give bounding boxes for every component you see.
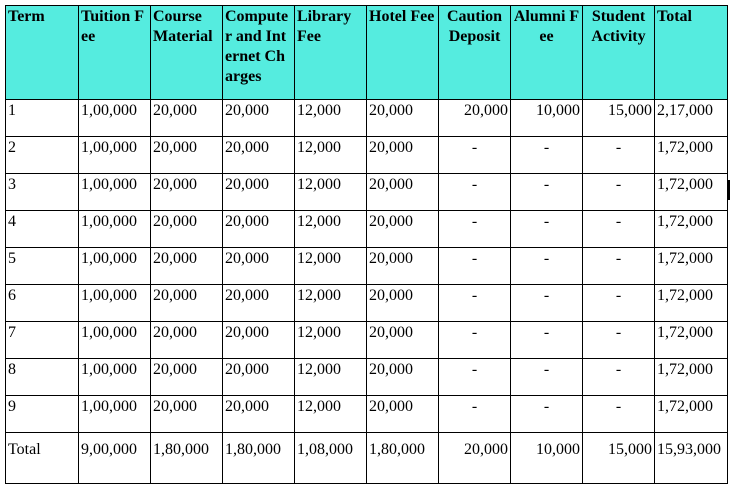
cell-library-fee: 12,000: [295, 322, 367, 359]
header-term: Term: [6, 6, 79, 100]
cell-computer-internet: 20,000: [223, 211, 295, 248]
header-total: Total: [655, 6, 728, 100]
cell-library-fee: 12,000: [295, 396, 367, 433]
cell-course-material: 20,000: [151, 396, 223, 433]
cell-computer-internet: 20,000: [223, 174, 295, 211]
cell-total: 1,72,000: [655, 285, 728, 322]
cell-computer-internet: 20,000: [223, 396, 295, 433]
cell-hotel-fee: 20,000: [367, 174, 439, 211]
cell-student-activity: -: [583, 174, 655, 211]
cell-total: 1,72,000: [655, 322, 728, 359]
cell-library-fee: 12,000: [295, 211, 367, 248]
cell-library-fee: 12,000: [295, 100, 367, 137]
cell-hotel-fee: 20,000: [367, 248, 439, 285]
cell-caution-deposit: -: [439, 285, 511, 322]
cell-library-fee: 12,000: [295, 174, 367, 211]
cell-library-fee: 12,000: [295, 248, 367, 285]
table-row: [6, 174, 728, 211]
cell-total: 1,72,000: [655, 137, 728, 174]
cell-student-activity: 15,000: [583, 100, 655, 137]
cell-computer-internet: 20,000: [223, 322, 295, 359]
cell-library-fee: 12,000: [295, 137, 367, 174]
totals-row: [6, 433, 728, 484]
cell-student-activity: -: [583, 359, 655, 396]
cell-caution-deposit: -: [439, 322, 511, 359]
table-row: [6, 248, 728, 285]
table-row: [6, 100, 728, 137]
table-row: [6, 285, 728, 322]
cell-course-material: 20,000: [151, 211, 223, 248]
table-header-row: [6, 6, 728, 100]
cell-term: 4: [6, 211, 79, 248]
cell-total: 15,93,000: [655, 433, 728, 484]
cell-computer-internet: 20,000: [223, 359, 295, 396]
cell-total: 1,72,000: [655, 248, 728, 285]
cell-course-material: 20,000: [151, 359, 223, 396]
cell-hotel-fee: 20,000: [367, 211, 439, 248]
cell-library-fee: 12,000: [295, 359, 367, 396]
edge-mark: [728, 180, 730, 200]
header-library-fee: Library Fee: [295, 6, 367, 100]
cell-alumni-fee: -: [511, 137, 583, 174]
cell-caution-deposit: -: [439, 359, 511, 396]
table-row: [6, 211, 728, 248]
cell-term: 5: [6, 248, 79, 285]
cell-hotel-fee: 1,80,000: [367, 433, 439, 484]
header-caution-deposit: Caution Deposit: [439, 6, 511, 100]
cell-term: 2: [6, 137, 79, 174]
cell-caution-deposit: 20,000: [439, 100, 511, 137]
fee-structure-table: [5, 5, 728, 484]
cell-tuition-fee: 1,00,000: [79, 174, 151, 211]
cell-computer-internet: 1,80,000: [223, 433, 295, 484]
cell-hotel-fee: 20,000: [367, 359, 439, 396]
cell-alumni-fee: -: [511, 322, 583, 359]
cell-total: 2,17,000: [655, 100, 728, 137]
cell-tuition-fee: 1,00,000: [79, 100, 151, 137]
cell-caution-deposit: -: [439, 396, 511, 433]
cell-student-activity: -: [583, 248, 655, 285]
cell-course-material: 20,000: [151, 100, 223, 137]
cell-total: 1,72,000: [655, 211, 728, 248]
cell-alumni-fee: -: [511, 396, 583, 433]
cell-tuition-fee: 1,00,000: [79, 211, 151, 248]
cell-tuition-fee: 9,00,000: [79, 433, 151, 484]
cell-caution-deposit: -: [439, 248, 511, 285]
cell-alumni-fee: -: [511, 211, 583, 248]
header-computer-internet: Computer and Internet Charges: [223, 6, 295, 100]
cell-student-activity: -: [583, 137, 655, 174]
cell-hotel-fee: 20,000: [367, 322, 439, 359]
header-tuition-fee: Tuition Fee: [79, 6, 151, 100]
cell-tuition-fee: 1,00,000: [79, 322, 151, 359]
table-row: [6, 137, 728, 174]
cell-caution-deposit: -: [439, 211, 511, 248]
cell-course-material: 20,000: [151, 322, 223, 359]
header-alumni-fee: Alumni Fee: [511, 6, 583, 100]
header-course-material: Course Material: [151, 6, 223, 100]
cell-computer-internet: 20,000: [223, 285, 295, 322]
cell-term: 3: [6, 174, 79, 211]
cell-student-activity: 15,000: [583, 433, 655, 484]
cell-hotel-fee: 20,000: [367, 100, 439, 137]
cell-library-fee: 1,08,000: [295, 433, 367, 484]
cell-term: 8: [6, 359, 79, 396]
cell-total: 1,72,000: [655, 174, 728, 211]
cell-library-fee: 12,000: [295, 285, 367, 322]
table-row: [6, 322, 728, 359]
cell-course-material: 20,000: [151, 137, 223, 174]
cell-course-material: 20,000: [151, 285, 223, 322]
cell-student-activity: -: [583, 322, 655, 359]
cell-alumni-fee: -: [511, 359, 583, 396]
cell-total: 1,72,000: [655, 396, 728, 433]
cell-hotel-fee: 20,000: [367, 137, 439, 174]
cell-tuition-fee: 1,00,000: [79, 285, 151, 322]
cell-alumni-fee: -: [511, 174, 583, 211]
cell-course-material: 1,80,000: [151, 433, 223, 484]
cell-course-material: 20,000: [151, 174, 223, 211]
cell-tuition-fee: 1,00,000: [79, 137, 151, 174]
cell-caution-deposit: 20,000: [439, 433, 511, 484]
cell-term: 9: [6, 396, 79, 433]
cell-hotel-fee: 20,000: [367, 285, 439, 322]
cell-term: Total: [6, 433, 79, 484]
cell-hotel-fee: 20,000: [367, 396, 439, 433]
cell-course-material: 20,000: [151, 248, 223, 285]
cell-tuition-fee: 1,00,000: [79, 396, 151, 433]
cell-caution-deposit: -: [439, 174, 511, 211]
cell-alumni-fee: -: [511, 248, 583, 285]
cell-caution-deposit: -: [439, 137, 511, 174]
table-body: [6, 100, 728, 484]
cell-student-activity: -: [583, 396, 655, 433]
cell-alumni-fee: -: [511, 285, 583, 322]
cell-computer-internet: 20,000: [223, 137, 295, 174]
cell-computer-internet: 20,000: [223, 248, 295, 285]
header-hotel-fee: Hotel Fee: [367, 6, 439, 100]
cell-alumni-fee: 10,000: [511, 433, 583, 484]
table-row: [6, 359, 728, 396]
table-row: [6, 396, 728, 433]
cell-tuition-fee: 1,00,000: [79, 248, 151, 285]
cell-term: 6: [6, 285, 79, 322]
cell-student-activity: -: [583, 211, 655, 248]
cell-computer-internet: 20,000: [223, 100, 295, 137]
header-student-activity: Student Activity: [583, 6, 655, 100]
cell-total: 1,72,000: [655, 359, 728, 396]
cell-term: 1: [6, 100, 79, 137]
cell-tuition-fee: 1,00,000: [79, 359, 151, 396]
cell-student-activity: -: [583, 285, 655, 322]
cell-alumni-fee: 10,000: [511, 100, 583, 137]
cell-term: 7: [6, 322, 79, 359]
